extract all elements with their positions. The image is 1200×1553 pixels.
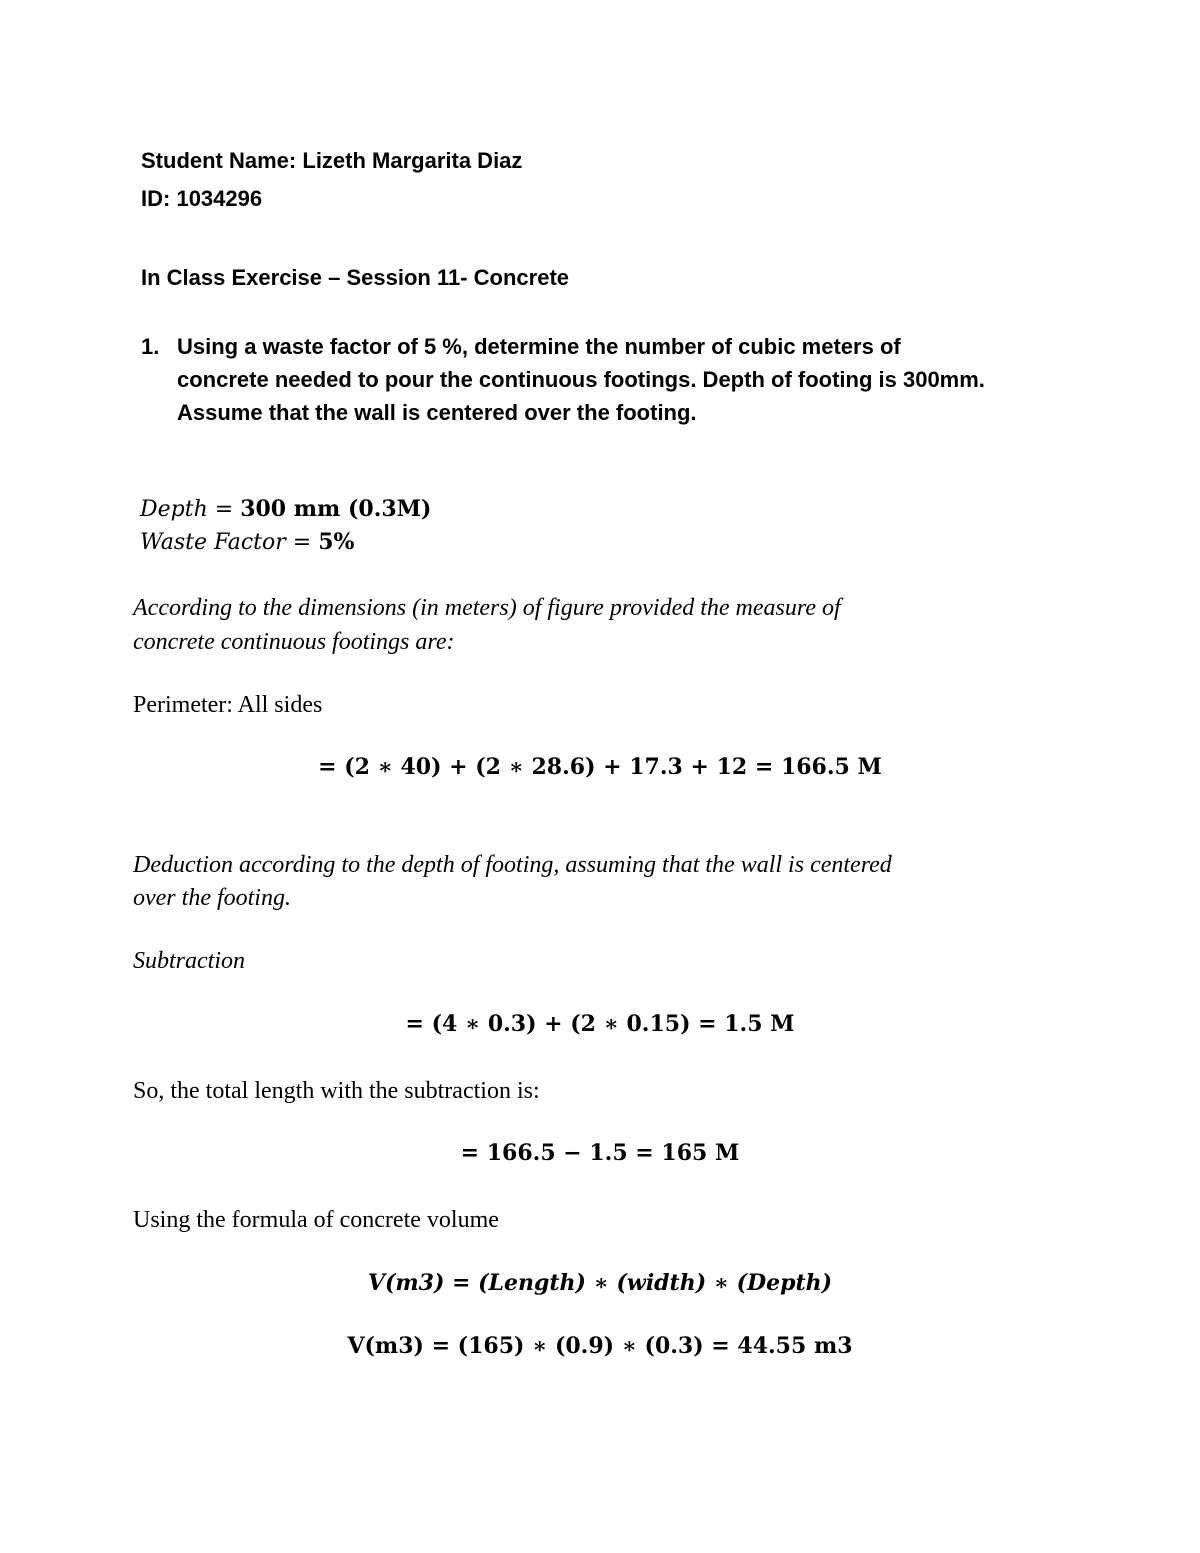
student-name-line — [141, 144, 522, 177]
waste-factor-value: 5% — [318, 529, 355, 555]
depth-given — [140, 496, 431, 522]
student-name-value: Lizeth Margarita Diaz — [302, 148, 523, 173]
volume-label: Using the formula of concrete volume — [133, 1207, 499, 1233]
perimeter-label: Perimeter: All sides — [133, 692, 323, 718]
subtraction-label: Subtraction — [133, 948, 245, 974]
question-line: Using a waste factor of 5 %, determine the number of cubic meters of — [177, 334, 901, 359]
student-name-label: Student Name: — [141, 148, 297, 173]
waste-factor-label: Waste Factor = — [140, 530, 312, 555]
deduction-line: over the footing. — [133, 885, 291, 911]
depth-value: 300 mm (0.3M) — [240, 496, 432, 522]
waste-factor-given — [140, 529, 354, 555]
question-text — [177, 330, 1077, 429]
total-equation: = 166.5 − 1.5 = 165 M — [460, 1140, 740, 1166]
question-line: Assume that the wall is centered over the footing. — [177, 400, 697, 425]
subtraction-equation: = (4 ∗ 0.3) + (2 ∗ 0.15) = 1.5 M — [405, 1011, 795, 1037]
student-id-label: ID: — [141, 186, 171, 211]
deduction-line: Deduction according to the depth of footing, assuming that the wall is centered — [133, 852, 892, 878]
question-line: concrete needed to pour the continuous footings. Depth of footing is 300mm. — [177, 367, 985, 392]
intro-line: concrete continuous footings are: — [133, 629, 455, 655]
question-number: 1. — [141, 334, 160, 359]
depth-label: Depth = — [140, 497, 234, 522]
volume-result: V(m3) = (165) ∗ (0.9) ∗ (0.3) = 44.55 m3 — [347, 1333, 853, 1359]
student-id-value: 1034296 — [176, 186, 263, 211]
intro-line: According to the dimensions (in meters) of figure provided the measure of — [133, 595, 841, 621]
perimeter-equation: = (2 ∗ 40) + (2 ∗ 28.6) + 17.3 + 12 = 166.5 M — [318, 754, 882, 780]
volume-formula: V(m3) = (Length) ∗ (width) ∗ (Depth) — [367, 1270, 833, 1296]
total-label: So, the total length with the subtraction is: — [133, 1078, 540, 1104]
exercise-title: In Class Exercise – Session 11- Concrete — [141, 265, 570, 290]
student-id-line — [141, 182, 262, 215]
